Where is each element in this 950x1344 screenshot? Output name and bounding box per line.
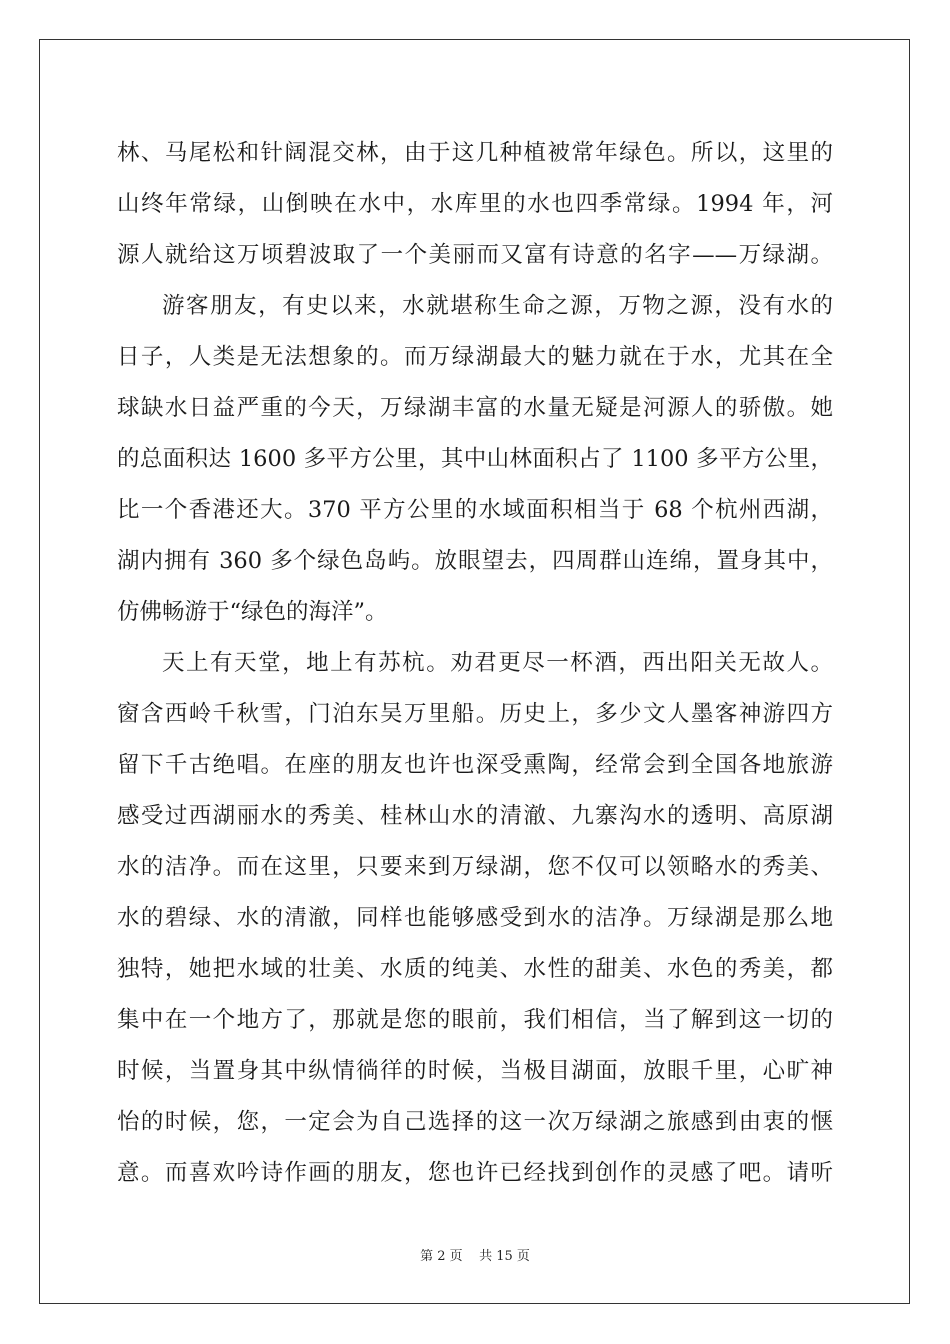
- text-line: 意。而喜欢吟诗作画的朋友，您也许已经找到创作的灵感了吧。请听: [117, 1160, 833, 1186]
- text-line: 山终年常绿，山倒映在水中，水库里的水也四季常绿。1994 年，河: [117, 191, 833, 217]
- document-body: [117, 128, 833, 1199]
- page-number-label: 第 2 页 共 15 页: [420, 1249, 530, 1264]
- text-line: 留下千古绝唱。在座的朋友也许也深受熏陶，经常会到全国各地旅游: [117, 752, 833, 778]
- text-line: 的总面积达 1600 多平方公里，其中山林面积占了 1100 多平方公里，: [117, 446, 833, 472]
- text-line: 窗含西岭千秋雪，门泊东吴万里船。历史上，多少文人墨客神游四方: [117, 701, 833, 727]
- text-line: 独特，她把水域的壮美、水质的纯美、水性的甜美、水色的秀美，都: [117, 956, 833, 982]
- text-line: 球缺水日益严重的今天，万绿湖丰富的水量无疑是河源人的骄傲。她: [117, 395, 833, 421]
- page-number-footer: [0, 1245, 950, 1264]
- text-line: 湖内拥有 360 多个绿色岛屿。放眼望去，四周群山连绵，置身其中，: [117, 548, 833, 574]
- text-line: 源人就给这万顷碧波取了一个美丽而又富有诗意的名字——万绿湖。: [117, 242, 833, 268]
- text-line: 水的碧绿、水的清澈，同样也能够感受到水的洁净。万绿湖是那么地: [117, 905, 833, 931]
- text-line: 集中在一个地方了，那就是您的眼前，我们相信，当了解到这一切的: [117, 1007, 833, 1033]
- text-line: 水的洁净。而在这里，只要来到万绿湖，您不仅可以领略水的秀美、: [117, 854, 833, 880]
- text-line: 感受过西湖丽水的秀美、桂林山水的清澈、九寨沟水的透明、高原湖: [117, 803, 833, 829]
- text-line: 比一个香港还大。370 平方公里的水域面积相当于 68 个杭州西湖，: [117, 497, 833, 523]
- text-line: 游客朋友，有史以来，水就堪称生命之源，万物之源，没有水的: [162, 293, 833, 319]
- text-line: 怡的时候，您，一定会为自己选择的这一次万绿湖之旅感到由衷的惬: [117, 1109, 833, 1135]
- text-line: 天上有天堂，地上有苏杭。劝君更尽一杯酒，西出阳关无故人。: [162, 650, 833, 676]
- text-line: 仿佛畅游于“绿色的海洋”。: [117, 599, 388, 625]
- text-line: 日子，人类是无法想象的。而万绿湖最大的魅力就在于水，尤其在全: [117, 344, 833, 370]
- text-line: 时候，当置身其中纵情徜徉的时候，当极目湖面，放眼千里，心旷神: [117, 1058, 833, 1084]
- text-line: 林、马尾松和针阔混交林，由于这几种植被常年绿色。所以，这里的: [117, 140, 833, 166]
